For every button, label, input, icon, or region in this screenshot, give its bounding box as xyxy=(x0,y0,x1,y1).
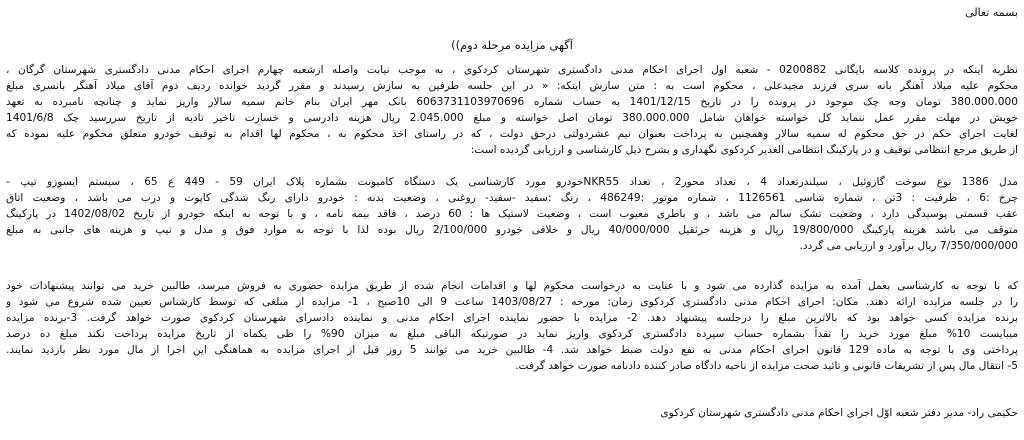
signature-line: حکیمی راد- مدیر دفتر شعبه اوّل اجرای احکام مدنی دادگستری شهرستان کردکوی xyxy=(660,407,1018,419)
paragraph1-line: خویش در مهلت مقرر عمل ننماید کل خواسته خواهان شامل 380.000.000 تومان اصل خواسته و مبلغ 2.045.000 ریال هزینه دادرسی و خسارت تاخیر تادیه از تاریخ سررسید چک 1401/6/8 xyxy=(6,112,1018,124)
paragraph1-line: 380.000.000 تومان وجه چک موجود در پرونده را در تاریخ 1401/12/15 به حساب شماره 6063731103970696 بانک مهر ایران بنام خانم سمیه سالار واریز نماید و چنانچه نامبرده به تعهد xyxy=(6,96,1018,108)
paragraph1-line: نظریه اینکه در پرونده کلاسه بایگانی 0200882 - شعبه اول اجرای احکام مدنی دادگستری شهرستان کردکوی ، به موجب نیابت واصله ازشعبه چهارم اجرای احکام مدنی دادگستری شهرستان گرگان ، xyxy=(6,64,1018,76)
bismillah-heading: بسمه تعالی xyxy=(965,6,1018,19)
paragraph3-line: برنده مزایده کسی خواهد بود که بالاترین مبلغ را درجلسه پیشنهاد دهد. 2- مزایده با حضور نماینده اجرای احکام مدنی و نماینده دادسرای شهرستان کردکوی صورت خواهد گرفت. 3-برنده مزایده xyxy=(6,312,1018,324)
paragraph2-line: 7/350/000/000 ریال برآورد و ارزیابی می گردد. xyxy=(799,240,1018,252)
auction-notice xyxy=(6,2,1018,438)
paragraph2-line: عقب قسمتی پوسیدگی دارد ، وضعیت تشک سالم می باشد ، و باطری معیوب است ، وضعیت لاستیک ها : 60 درصد ، فاقد بیمه نامه ، و با توجه به اینکه خودرو از تاریخ 1402/08/02 در پارکینگ xyxy=(6,208,1018,220)
paragraph3-line: میبایست 10% مبلغ مورد خرید را نقداً بشماره حساب سپرده دادگستری کردکوی واریز نماید در صورتیکه الباقی مبلغ به میزان 90% را طی یکماه از تاریخ مزایده پرداخت نکند مبلغ ده درصد xyxy=(6,328,1018,340)
paragraph3-line: 5- انتقال مال پس از تشریفات قانونی و تائید صحت مزایده از ناحیه دادگاه صادر کننده دادنامه صورت خواهد گرفت. xyxy=(515,360,1018,372)
paragraph1-line: از طریق مرجع انتظامی توقیف و در پارکینگ انتظامی الغدیر کردکوی نگهداری و بشرح ذیل کارشناسی و ارزیابی گردیده است: xyxy=(470,144,1018,156)
paragraph3-line: پرداختی وی با توجه به ماده 129 قانون اجرای احکام مدنی به نفع دولت ضبط خواهد شد. 4- طالبین خرید می توانند 5 روز قبل از اجرای مزایده به هماهنگی این اجرا از مال مورد نظر بازدید نمایند. xyxy=(6,344,1018,356)
paragraph3-line: را در جلسه مزایده ارائه دهند. مکان: اجرای احکام مدنی دادگستری کردکوی زمان: مورخه : 1403/08/27 ساعت 9 الی 10صبح ، 1- مزایده از مبلغی که توسط کارشناس تعیین شده شروع می شود و xyxy=(6,296,1018,308)
paragraph1-line: محکوم علیه میلاد آهنگر بانه سری فرزند مجیدعلی ، محکوم است به : متن سازش اینکه: « در این جلسه طرفین به سازش رسیدند و مقرر گردید خوانده ردیف دوم آقای میلاد آهنگر بانسری مبلغ xyxy=(6,80,1018,92)
paragraph3-line: که با توجه به کارشناسی بعمل آمده به مزایده گذارده می شود و با عنایت به درخواست محکوم لها و اقدامات انجام شده از طریق مزایده حضوری به فروش میرسد، طالبین خرید می توانند پیشنهادات خود xyxy=(6,280,1018,292)
paragraph2-line: مدل 1386 نوع سوخت گازوئیل ، سیلندرتعداد 4 ، تعداد محور2 ، تعداد NKR55خودرو مورد کارشناسی یک دستگاه کامیونت بشماره پلاک ایران 59 - 449 ع 65 ، سیستم ایسوزو تیپ - xyxy=(6,176,1018,188)
paragraph1-line: لغایت اجرای حکم در حق محکوم له سمیه سالار وهمچنین به پرداخت بعنوان نیم عشردولتی درحق دولت ، که در راستای اخذ محکوم به ، محکوم لها اقدام به توقیف خودرو متعلق محکوم علیه نموده که xyxy=(6,128,1018,140)
paragraph2-line: متوقف می باشد هزینه پارکینگ 19/800/000 ریال و هزینه جرثقیل 40/000/000 ریال و خلافی خودرو 2/100/000 ریال بوده لذا با توجه به موارد فوق و مدل و تیپ و هزینه های جانبی به مبلغ xyxy=(6,224,1018,236)
paragraph2-line: چرخ :6 ، ظرفیت : 3تن ، شماره شاسی 1126561 ، شماره موتور :486249 ، رنگ :سفید -سفید- روغنی ، وضعیت بدنه : خودرو دارای رنگ شدگی کاپوت و درب می باشد ، وضعیت اتاق xyxy=(6,192,1018,204)
notice-title: آگهی مزایده مرحله دوم)) xyxy=(451,38,573,52)
